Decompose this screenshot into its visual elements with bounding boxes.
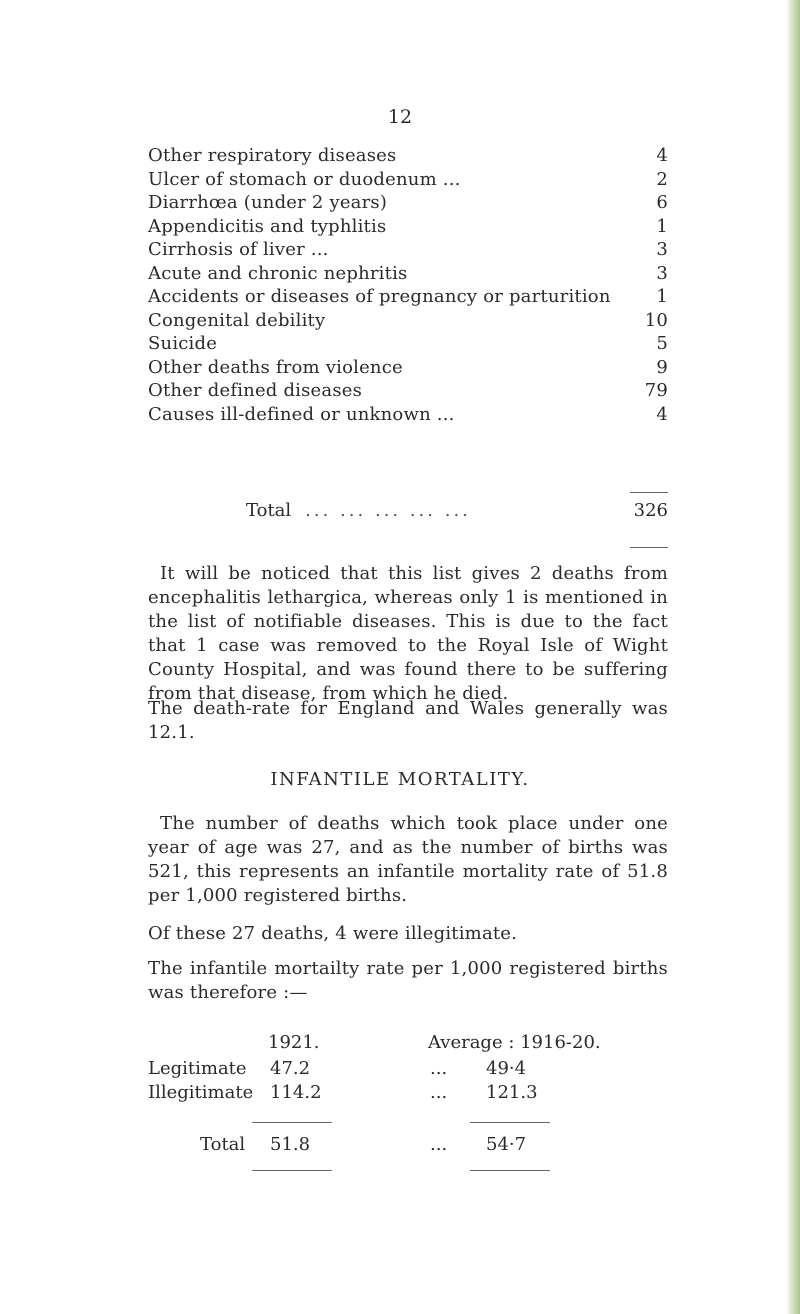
cause-count: 6: [656, 192, 668, 213]
cause-row: [148, 239, 668, 263]
cause-name: Ulcer of stomach or duodenum ...: [148, 168, 461, 190]
illegitimate-leader: ...: [430, 1082, 448, 1103]
cause-row: [148, 192, 668, 216]
encephalitis-paragraph: It will be noticed that this list gives 2 deaths from encephalitis lethargica, whereas only 1 is mentioned in the list of notifiable diseases. This is due to the fact that 1 case was removed to the Royal Isle of Wight County Hospital, and was found there to be suffering from that disease, from which he died.: [148, 563, 668, 704]
row-label-legitimate: Legitimate: [148, 1058, 247, 1079]
cause-name: Congenital debility: [148, 309, 326, 331]
cause-name: Causes ill-defined or unknown ...: [148, 403, 455, 425]
cause-count: 1: [656, 286, 668, 307]
col-header-average: Average : 1916-20.: [428, 1032, 601, 1053]
cause-name: Diarrhœa (under 2 years): [148, 192, 388, 213]
cause-row: [148, 333, 668, 357]
cause-row: [148, 310, 668, 334]
total-value: 326: [633, 500, 668, 521]
cause-row: [148, 357, 668, 381]
cause-count: 2: [656, 168, 668, 190]
imr-total-label: Total: [200, 1134, 246, 1155]
cause-row: [148, 380, 668, 404]
cause-count: 4: [656, 145, 668, 166]
cause-name: Accidents or diseases of pregnancy or parturition: [148, 286, 611, 307]
col-header-1921: 1921.: [268, 1032, 320, 1053]
cause-count: 79: [644, 380, 668, 401]
infant-deaths-paragraph: The number of deaths which took place under one year of age was 27, and as the number of births was 521, this represents an infantile mortality rate of 51.8 per 1,000 registered births.: [148, 813, 668, 906]
rate-intro-paragraph: The infantile mortailty rate per 1,000 registered births was therefore :—: [148, 958, 668, 1003]
cause-name: Acute and chronic nephritis: [148, 262, 408, 284]
cause-name: Suicide: [148, 333, 218, 354]
cause-count: 3: [656, 239, 668, 260]
causes-of-death-list: [148, 145, 668, 427]
imr-rule-top-average: [470, 1122, 550, 1123]
cause-count: 10: [644, 309, 668, 331]
legitimate-average: 49·4: [486, 1058, 527, 1079]
cause-count: 5: [656, 333, 668, 354]
page-number: 12: [387, 106, 413, 128]
imr-total-average: 54·7: [486, 1134, 527, 1155]
cause-count: 4: [656, 403, 668, 425]
cause-name: Other deaths from violence: [148, 356, 403, 378]
row-label-illegitimate: Illegitimate: [148, 1082, 254, 1103]
cause-name: Other defined diseases: [148, 380, 363, 401]
cause-row: [148, 404, 668, 428]
total-leader: ... ... ... ... ...: [305, 500, 471, 521]
cause-row: [148, 145, 668, 169]
imr-total-1921: 51.8: [270, 1134, 311, 1155]
imr-rule-bottom-average: [470, 1170, 550, 1171]
imr-total-leader: ...: [430, 1134, 448, 1155]
causes-total-row: [148, 500, 668, 521]
cause-name: Other respiratory diseases: [148, 145, 397, 166]
cause-count: 9: [656, 356, 668, 378]
legitimate-1921: 47.2: [270, 1058, 311, 1079]
total-label: Total: [246, 500, 292, 521]
total-rule-bottom: [630, 547, 668, 548]
illegitimate-paragraph: Of these 27 deaths, 4 were illegitimate.: [148, 923, 518, 944]
page-edge-shadow: [786, 0, 800, 1314]
cause-name: Cirrhosis of liver ...: [148, 239, 329, 260]
total-rule-top: [630, 492, 668, 493]
cause-count: 1: [656, 215, 668, 237]
imr-rule-bottom-1921: [252, 1170, 332, 1171]
imr-rule-top-1921: [252, 1122, 332, 1123]
cause-row: [148, 286, 668, 310]
legitimate-leader: ...: [430, 1058, 448, 1079]
infantile-mortality-heading: INFANTILE MORTALITY.: [270, 769, 530, 790]
cause-name: Appendicitis and typhlitis: [148, 215, 387, 237]
cause-row: [148, 216, 668, 240]
cause-row: [148, 169, 668, 193]
illegitimate-1921: 114.2: [270, 1082, 322, 1103]
cause-count: 3: [656, 262, 668, 284]
death-rate-paragraph: The death-rate for England and Wales generally was 12.1.: [148, 698, 668, 743]
illegitimate-average: 121.3: [486, 1082, 538, 1103]
cause-row: [148, 263, 668, 287]
